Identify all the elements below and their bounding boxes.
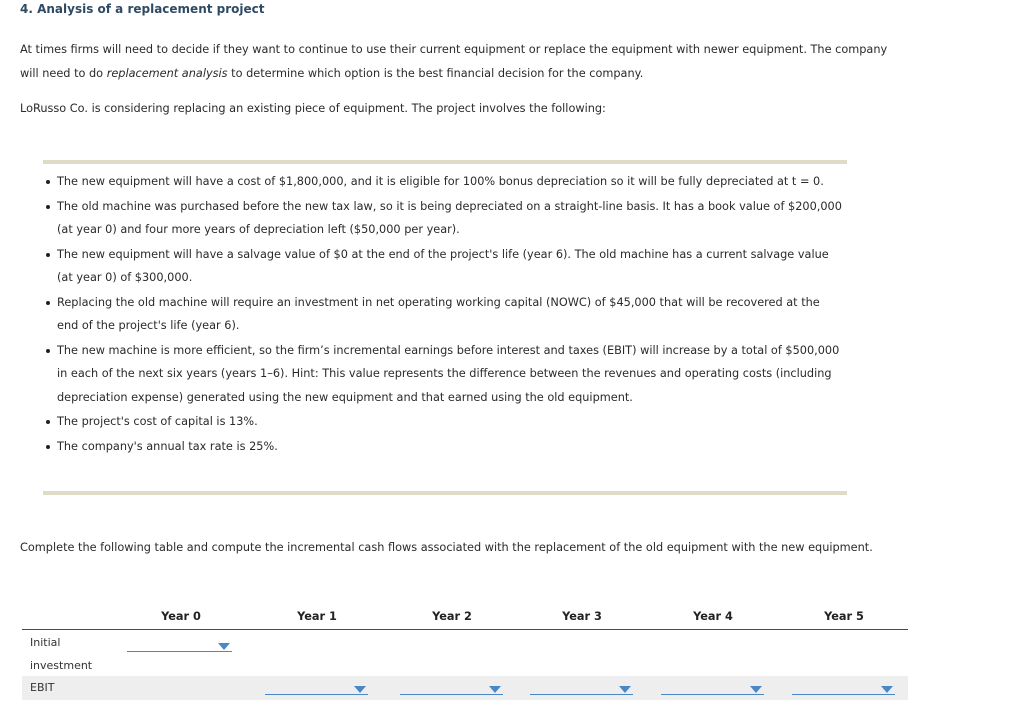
chevron-down-icon bbox=[489, 686, 501, 693]
list-item: The new equipment will have a salvage value of $0 at the end of the project's life (year 6). The old machine has a current salvage value (at year 0) of $300,000. bbox=[42, 243, 842, 290]
ebit-year-5-dropdown[interactable] bbox=[792, 682, 895, 695]
list-item: The old machine was purchased before the new tax law, so it is being depreciated on a straight-line basis. It has a book value of $200,000 (at year 0) and four more years of depreciation left ($50,000 per year). bbox=[42, 195, 842, 242]
intro-emphasis: replacement analysis bbox=[106, 67, 228, 80]
row-label-initial: Initial bbox=[30, 636, 61, 649]
list-item: The new equipment will have a cost of $1,800,000, and it is eligible for 100% bonus depreciation so it will be fully depreciated at t = 0. bbox=[42, 170, 842, 194]
chevron-down-icon bbox=[218, 643, 230, 650]
intro-paragraph bbox=[20, 38, 900, 86]
bottom-divider bbox=[43, 491, 847, 495]
chevron-down-icon bbox=[619, 686, 631, 693]
header-year-1: Year 1 bbox=[297, 610, 337, 623]
table-header-row bbox=[22, 606, 908, 630]
ebit-year-4-dropdown[interactable] bbox=[661, 682, 764, 695]
header-year-5: Year 5 bbox=[824, 610, 864, 623]
row-label-ebit: EBIT bbox=[30, 681, 55, 694]
page-title: 4. Analysis of a replacement project bbox=[20, 2, 265, 16]
row-label-investment: investment bbox=[30, 659, 93, 672]
cash-flow-table bbox=[22, 606, 908, 700]
project-facts-list bbox=[42, 170, 842, 459]
initial-investment-year-0-dropdown[interactable] bbox=[127, 639, 232, 652]
chevron-down-icon bbox=[881, 686, 893, 693]
ebit-year-3-dropdown[interactable] bbox=[530, 682, 633, 695]
chevron-down-icon bbox=[354, 686, 366, 693]
intro-text-after: to determine which option is the best financial decision for the company. bbox=[227, 67, 644, 80]
lead-sentence: LoRusso Co. is considering replacing an existing piece of equipment. The project involves the following: bbox=[20, 102, 606, 115]
header-year-4: Year 4 bbox=[693, 610, 733, 623]
list-item: The project's cost of capital is 13%. bbox=[42, 410, 842, 434]
table-row-initial-investment bbox=[22, 630, 908, 676]
ebit-year-2-dropdown[interactable] bbox=[400, 682, 503, 695]
list-item: Replacing the old machine will require an investment in net operating working capital (NOWC) of $45,000 that will be recovered at the end of the project's life (year 6). bbox=[42, 291, 842, 338]
chevron-down-icon bbox=[750, 686, 762, 693]
list-item: The company's annual tax rate is 25%. bbox=[42, 435, 842, 459]
header-year-0: Year 0 bbox=[161, 610, 201, 623]
top-divider bbox=[43, 160, 847, 164]
list-item: The new machine is more efficient, so the firm’s incremental earnings before interest and taxes (EBIT) will increase by a total of $500,000 in each of the next six years (years 1–6). Hint: This value represents the difference between the revenues and operating costs (including depreciation expense) generated using the new equipment and that earned using the old equipment. bbox=[42, 339, 842, 410]
intro-text-before: At times firms will need to decide if they want to continue to use their current equipment or replace the equipment with newer equipment. The company will need to do bbox=[20, 43, 888, 80]
ebit-year-1-dropdown[interactable] bbox=[265, 682, 368, 695]
header-year-2: Year 2 bbox=[432, 610, 472, 623]
header-year-3: Year 3 bbox=[562, 610, 602, 623]
instruction-text: Complete the following table and compute the incremental cash flows associated with the replacement of the old equipment with the new equipment. bbox=[20, 541, 873, 554]
table-row-ebit bbox=[22, 676, 908, 700]
